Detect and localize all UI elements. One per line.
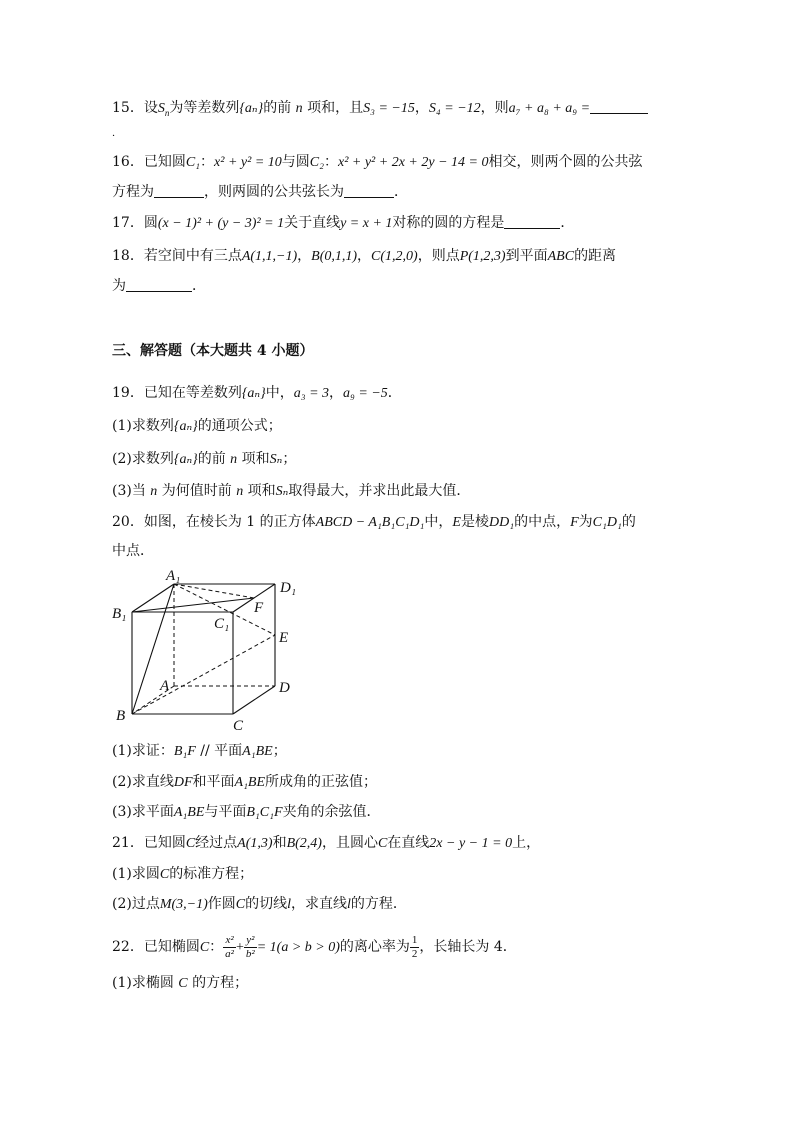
- text: 的中点，: [514, 514, 571, 530]
- math: E: [452, 515, 461, 530]
- section-title: 三、解答题（本大题共 4 小题）: [112, 343, 314, 359]
- text: 的距离: [574, 248, 617, 264]
- text: ，长轴长为 4．: [419, 939, 517, 955]
- denominator: 2: [411, 947, 418, 960]
- text: 取得最大，并求出此最大值．: [288, 483, 471, 499]
- text: 如图，在棱长为 1 的正方体: [143, 514, 316, 530]
- text: ，: [297, 248, 312, 264]
- text: 项和，且: [307, 100, 364, 116]
- answer-blank[interactable]: [126, 277, 192, 292]
- text: 已知在等差数列: [143, 385, 242, 401]
- question-21-part1: [112, 864, 253, 885]
- text: ．: [394, 184, 408, 200]
- math: {aₙ}: [173, 419, 198, 434]
- answer-blank[interactable]: [504, 214, 560, 229]
- math: Sₙ: [275, 484, 289, 499]
- text: 若空间中有三点: [143, 248, 242, 264]
- label-d: D: [279, 680, 290, 696]
- text: ；: [272, 743, 287, 759]
- text: 为何值时前: [161, 483, 232, 499]
- math: C: [377, 836, 388, 851]
- math: x² + y² + 2x + 2y − 14 = 0: [337, 155, 489, 170]
- text: 经过点: [195, 835, 238, 851]
- question-number: 17．: [112, 215, 144, 231]
- math: C: [185, 836, 196, 851]
- text: 已知椭圆: [143, 939, 200, 955]
- text: 的方程；: [192, 975, 249, 991]
- math: B(0,1,1): [311, 249, 358, 264]
- math: y = x + 1: [340, 216, 393, 231]
- label-a: A: [160, 678, 170, 694]
- text: 的标准方程；: [169, 866, 254, 882]
- text: ．: [387, 385, 402, 401]
- denominator: a²: [225, 947, 234, 960]
- text: 的离心率为: [339, 939, 410, 955]
- text: 的前: [263, 100, 292, 116]
- text: 上，: [512, 835, 541, 851]
- math: C₁: [185, 155, 201, 170]
- label-f: F: [254, 600, 264, 616]
- question-19-part1: [112, 416, 282, 437]
- text: 已知圆: [143, 154, 186, 170]
- math: a₇ + a₈ + a₉ =: [508, 101, 591, 116]
- text: 已知圆: [143, 835, 186, 851]
- math: n: [150, 484, 158, 499]
- math: ABCD − A₁B₁C₁D₁: [315, 515, 425, 530]
- text: 中，: [424, 514, 453, 530]
- text: 设: [143, 100, 158, 116]
- edge-a1-b: [132, 584, 174, 714]
- math: Sₙ: [269, 452, 283, 467]
- math: 2x − y − 1 = 0: [429, 836, 513, 851]
- cube-figure: [110, 566, 310, 736]
- math: DD₁: [488, 515, 515, 530]
- question-number: 15．: [112, 100, 144, 116]
- question-number: 16．: [112, 154, 144, 170]
- text: 在直线: [387, 835, 430, 851]
- math: x² + y² = 10: [214, 155, 282, 170]
- math: S₃ = −15: [363, 101, 415, 116]
- text: 对称的圆的方程是: [392, 215, 505, 231]
- answer-blank[interactable]: [344, 183, 394, 198]
- text: ；: [282, 451, 297, 467]
- label-b: B: [116, 708, 126, 724]
- math: A₁BE: [173, 805, 205, 820]
- math: M(3,−1): [159, 897, 208, 912]
- text: 圆: [143, 215, 158, 231]
- text: ，且圆心: [321, 835, 378, 851]
- answer-blank[interactable]: [154, 183, 204, 198]
- math: P(1,2,3): [459, 249, 506, 264]
- text: 为: [112, 278, 126, 294]
- question-22-part1: [112, 973, 248, 994]
- answer-blank[interactable]: [590, 99, 648, 114]
- text: (1)求椭圆: [112, 975, 174, 991]
- question-20-part2: [112, 772, 377, 793]
- text: 的切线: [245, 896, 288, 912]
- label-c1: C₁: [214, 616, 230, 632]
- text: ，则: [480, 100, 509, 116]
- label-e: E: [279, 630, 289, 646]
- math: n: [230, 452, 238, 467]
- label-b1: B₁: [112, 606, 127, 622]
- question-20-part3: [112, 802, 381, 823]
- math: C: [235, 897, 246, 912]
- math: a₉ = −5: [343, 386, 388, 401]
- text: 相交，则两个圆的公共弦: [488, 154, 643, 170]
- text: 项和: [247, 483, 276, 499]
- question-22: [112, 932, 517, 963]
- text: 中点．: [112, 543, 154, 559]
- question-18-line1: [112, 246, 616, 267]
- question-21-part2: [112, 894, 407, 915]
- math: DF: [173, 775, 193, 790]
- text: (2)过点: [112, 896, 160, 912]
- text: (2)求直线: [112, 774, 174, 790]
- numerator: y²: [244, 934, 257, 948]
- numerator: 1: [411, 933, 418, 946]
- text: 作圆: [207, 896, 236, 912]
- label-a1: A₁: [166, 568, 181, 584]
- math: A(1,1,−1): [241, 249, 298, 264]
- math: B(2,4): [286, 836, 322, 851]
- math: (x − 1)² + (y − 3)² = 1: [157, 216, 285, 231]
- question-15: 15．设$S_n$为等差数列{aₙ}的前 n 项和，且S₃ = −15，S₄ = −12，则a₇ + a₈ + a₉ =: [112, 98, 648, 123]
- text: 的: [621, 514, 636, 530]
- text: (1)求数列: [112, 418, 174, 434]
- math: B₁F: [173, 744, 196, 759]
- math: {aₙ}: [239, 101, 264, 116]
- question-number: 18．: [112, 248, 144, 264]
- text: 关于直线: [284, 215, 341, 231]
- fraction-x2-a2: [223, 934, 236, 961]
- question-20-line2: [112, 541, 154, 561]
- question-20-part1: [112, 741, 287, 762]
- text: (1)求证：: [112, 743, 174, 759]
- hidden-edge-a1-f: [174, 584, 254, 598]
- question-number: 22．: [112, 939, 144, 955]
- question-19: [112, 383, 402, 404]
- math: {aₙ}: [173, 452, 198, 467]
- question-18-line2: [112, 276, 206, 296]
- text: (1)求圆: [112, 866, 160, 882]
- question-16-line2: [112, 182, 408, 202]
- text: ，则两圆的公共弦长为: [204, 184, 344, 200]
- text: 的通项公式；: [197, 418, 282, 434]
- text: 中，: [265, 385, 294, 401]
- question-20-line1: [112, 512, 636, 533]
- fraction-one-half: [410, 934, 420, 961]
- text: ．: [192, 278, 206, 294]
- math: F: [570, 515, 579, 530]
- numerator: x²: [223, 934, 236, 948]
- q15-end: [112, 124, 122, 144]
- math: n: [295, 101, 303, 116]
- text: 为等差数列: [169, 100, 240, 116]
- math: +: [235, 940, 244, 955]
- text: ．: [560, 215, 575, 231]
- text: (3)求平面: [112, 804, 174, 820]
- math: B₁C₁F: [246, 805, 283, 820]
- text: // 平面: [195, 743, 243, 759]
- text: 到平面: [505, 248, 548, 264]
- denominator: b²: [245, 947, 255, 960]
- math: {aₙ}: [241, 386, 266, 401]
- math: C: [199, 940, 210, 955]
- text: (3)当: [112, 483, 146, 499]
- text: 与平面: [204, 804, 247, 820]
- fraction-y2-b2: [244, 934, 257, 961]
- text: 的方程．: [350, 896, 407, 912]
- text: 夹角的余弦值．: [282, 804, 381, 820]
- text: ，: [357, 248, 372, 264]
- text: 方程为: [112, 184, 154, 200]
- math: = 1(a > b > 0): [256, 940, 340, 955]
- text: 是棱: [460, 514, 489, 530]
- text: ：: [200, 154, 215, 170]
- question-21: [112, 833, 540, 854]
- text: (2)求数列: [112, 451, 174, 467]
- text: 项和: [241, 451, 270, 467]
- text: 与圆: [281, 154, 310, 170]
- question-number: 20．: [112, 514, 144, 530]
- math: ABC: [547, 249, 575, 264]
- math: n: [236, 484, 244, 499]
- math: S₄ = −12: [428, 101, 481, 116]
- label-c: C: [233, 718, 244, 734]
- question-16-line1: [112, 152, 642, 173]
- math: l: [287, 897, 292, 912]
- text: ，: [329, 385, 344, 401]
- text: ：: [209, 939, 224, 955]
- text: 和平面: [192, 774, 235, 790]
- text: 所成角的正弦值；: [265, 774, 378, 790]
- math: A₁BE: [234, 775, 266, 790]
- text: ：: [323, 154, 338, 170]
- math: C: [178, 976, 188, 991]
- math: l: [347, 897, 351, 912]
- question-number: 19．: [112, 385, 144, 401]
- math: S: [157, 101, 165, 116]
- question-17: [112, 213, 574, 234]
- text: 的前: [197, 451, 226, 467]
- math: C(1,2,0): [371, 249, 418, 264]
- label-d1: D₁: [280, 580, 297, 596]
- question-19-part2: [112, 449, 296, 470]
- text: 为: [578, 514, 593, 530]
- math: A(1,3): [237, 836, 273, 851]
- text: ．: [112, 128, 122, 139]
- math: C₁D₁: [592, 515, 622, 530]
- question-number: 21．: [112, 835, 144, 851]
- math: C₂: [309, 155, 324, 170]
- question-19-part3: [112, 481, 470, 502]
- text: ，: [414, 100, 429, 116]
- text: ，求直线: [291, 896, 348, 912]
- math: a₃ = 3: [293, 386, 330, 401]
- edge-c-d: [233, 686, 275, 714]
- text: 和: [272, 835, 287, 851]
- math: A₁BE: [242, 744, 273, 759]
- math: C: [159, 867, 170, 882]
- text: ，则点: [417, 248, 460, 264]
